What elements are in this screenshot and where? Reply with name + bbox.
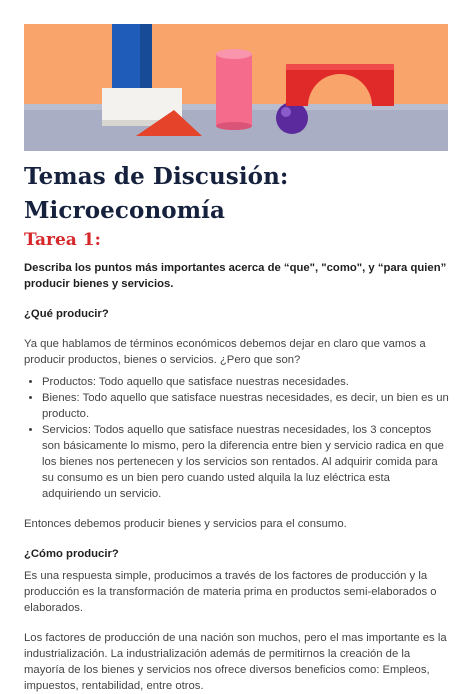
- section-conclusion: Entonces debemos producir bienes y servicios para el consumo.: [24, 518, 347, 530]
- paragraph: Es una respuesta simple, producimos a través de los factores de producción y la producción es la transformación de materia prima en productos semi-elaborados o elaborados.: [24, 570, 437, 614]
- header-image: [24, 24, 448, 151]
- page-title: Temas de Discusión: Microeconomía: [24, 163, 289, 224]
- section-heading-que: ¿Qué producir?: [24, 308, 109, 320]
- list-item: • Servicios: Todos aquello que satisface nuestras necesidades, los 3 conceptos son básicamente lo mismo, pero la diferencia entre bien y servicio radica en que los bienes nos pertenecen y los servicios son rentados. Al adquirir comida para su consumo es un bien pero cuando usted alquila la luz eléctrica esta adquiriendo un servicio.: [42, 422, 450, 502]
- section-heading-como: ¿Cómo producir?: [24, 548, 119, 560]
- geometric-blocks-illustration: [24, 24, 448, 151]
- list-item: • Bienes: Todo aquello que satisface nuestras necesidades, es decir, un bien es un producto.: [42, 390, 450, 422]
- task-prompt: Describa los puntos más importantes acerca de “que", "como", y “para quien” producir bienes y servicios.: [24, 262, 447, 290]
- paragraph: Los factores de producción de una nación son muchos, pero el mas importante es la industrialización. La industrialización además de permitirnos la creación de la mayoría de los bienes y servicios nos ofrece diversos beneficios como: Empleos, impuestos, rentabilidad, entre otros.: [24, 632, 447, 692]
- section-intro: Ya que hablamos de términos económicos debemos dejar en claro que vamos a producir productos, bienes o servicios. ¿Pero que son?: [24, 338, 426, 366]
- definition-list: [24, 374, 450, 502]
- document-body: [24, 160, 450, 694]
- list-item: • Productos: Todo aquello que satisface nuestras necesidades.: [42, 374, 450, 390]
- task-label: Tarea 1:: [24, 230, 101, 250]
